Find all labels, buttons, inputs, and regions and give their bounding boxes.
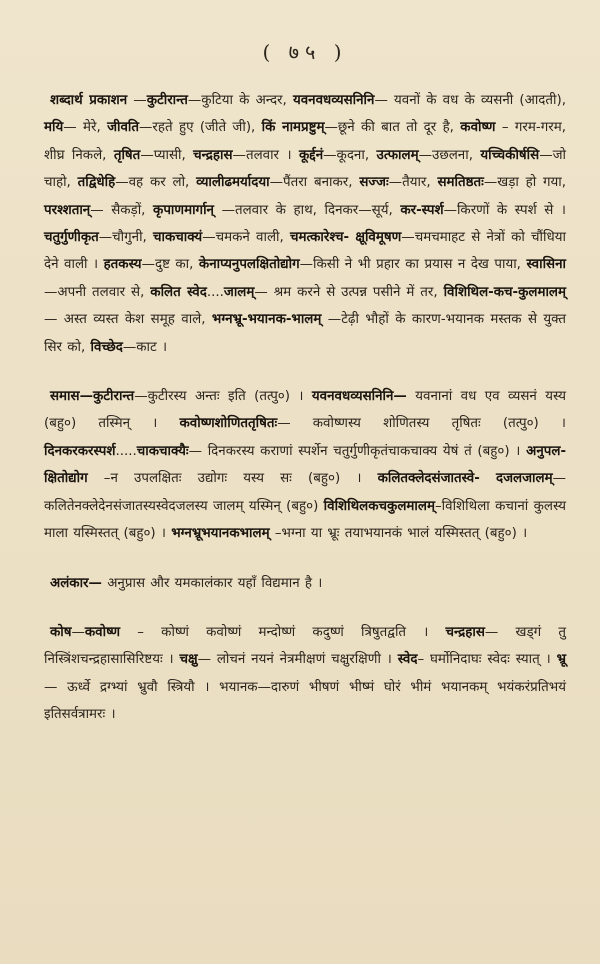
term: व्यालीढमर्यादया	[196, 175, 270, 191]
text-run: यवनों के वध के व्यसनी (आदती),	[394, 93, 566, 108]
text-run: –भग्ना या भ्रूः तयाभयानकं भालं यस्मिस्तत्	[269, 526, 480, 542]
text-run: यवनानां वध एव व्यसनं यस्य (बहु०) तस्मिन् ।	[44, 389, 567, 432]
paragraph-alankar	[44, 570, 566, 597]
term: शब्दार्थ प्रकाशन	[50, 93, 128, 108]
text-run: — सैकड़ों,	[90, 202, 146, 218]
paragraph-shabdartha	[44, 87, 566, 361]
text-run: —काट ।	[122, 339, 168, 355]
term: भ्रू	[556, 652, 566, 668]
text-run: कवोष्णस्य शोणितस्य तृषितः (तत्पु०) ।	[312, 416, 567, 432]
term: कृपाणमार्गान्	[153, 202, 214, 218]
text-run: —तलवार ।	[232, 147, 299, 163]
text-run: –न उपलक्षितः उद्योगः यस्य सः (बहु०) ।	[87, 471, 378, 487]
term: स्वासिना	[526, 257, 566, 273]
page-number: ( ७५ )	[262, 40, 348, 64]
text-run: — मेरे,	[63, 120, 108, 136]
term: कलितक्लेदसंजातस्वे-	[377, 471, 480, 487]
text-run: —जो चाहो,	[44, 147, 566, 191]
text-run: –विशिथिला कचानां कुलस्य माला यस्मिस्तत्	[44, 498, 566, 542]
text-run: — अस्त व्यस्त केश समूह वाले,	[44, 312, 206, 328]
text-run: —कुटीरस्य अन्तः इति (तत्पु०) ।	[134, 389, 312, 405]
term: क्षूविमूषण	[355, 230, 402, 246]
text-run: —किसी ने भी प्रहार का प्रयास न देख पाया,	[299, 257, 521, 273]
term: कवोष्ण	[84, 624, 121, 640]
text-run: (बहु०) ।	[484, 526, 528, 542]
text-run: —	[188, 443, 203, 459]
text-run: खड्गं तु निस्त्रिंशचन्द्रहासासिरिष्टयः ।	[44, 624, 566, 668]
text-run: – कोष्णं कवोष्णं मन्दोष्णं कदुष्णं त्रिषुतद्वति ।	[120, 624, 446, 640]
term: चन्द्रहास	[445, 624, 485, 640]
term: जीवति	[107, 120, 140, 136]
text-run: बनाकर,	[313, 175, 360, 191]
term: कोष	[50, 624, 72, 640]
term: कवोष्ण	[460, 120, 496, 136]
text-run: —चौगुनी,	[98, 230, 154, 246]
term: सज्जः	[359, 175, 389, 191]
term: दिनकरकरस्पर्श	[44, 443, 116, 459]
text-run: दिनकरस्य कराणां स्पर्शेन चतुर्गुणीकृतंचाकचाक्य येषं तं (बहु०) ।	[207, 443, 527, 459]
term: विच्छेद	[90, 339, 123, 355]
paragraph-samasa	[44, 383, 566, 547]
text-run: —प्यासी,	[140, 147, 194, 163]
term: समतिष्ठतः	[437, 175, 484, 191]
term: चाकचाक्यैः	[136, 443, 189, 459]
term: परश्शतान्	[44, 202, 91, 218]
term: कूर्द्दनं	[298, 147, 324, 163]
text-run: पसीने में तर,	[372, 284, 444, 300]
term: कलित स्वेद	[150, 284, 207, 300]
text-run: —कुटिया के अन्दर,	[187, 93, 293, 108]
text-run: — कलितेनक्लेदेनसंजातस्यस्वेदजलस्य जालम् यस्मिन् (बहु०)	[44, 471, 566, 514]
term: विशिथिल-कच-कुलमालम्	[443, 284, 567, 300]
term: चक्षु	[179, 652, 198, 668]
text-run: —	[277, 416, 291, 432]
term: किं नामप्रष्टुम्	[261, 120, 325, 136]
text-run: —चमकने वाली,	[202, 230, 290, 246]
text-run: —वह कर लो,	[115, 175, 197, 191]
term: दजलजालम्	[495, 471, 553, 487]
text-run: —छूने की बात तो दूर है,	[324, 120, 461, 136]
text-run: —किरणों के	[443, 202, 508, 218]
text-run: —	[127, 93, 147, 108]
text-run: —टेढ़ी भौहों के कारण-भयानक मस्तक से युक्त सिर	[44, 312, 566, 355]
text-run: —चमचमाहट से नेत्रों को चौंधिया देने वाली ।	[44, 230, 566, 273]
text-run: .....	[115, 443, 137, 459]
text-run: – गरम-गरम, शीघ्र निकले,	[44, 120, 566, 163]
term: स्वेद	[397, 652, 418, 668]
term: समास—कुटीरान्त	[50, 389, 135, 405]
text-run: – घर्मोनिदाघः स्वेदः स्यात् ।	[417, 652, 557, 668]
term: यवनवधव्यसनिनि—	[311, 389, 407, 405]
page-body	[44, 87, 566, 729]
term: यच्चिकीर्षसि	[480, 147, 540, 163]
text-run: —सूर्य,	[358, 202, 401, 218]
text-run: — ऊर्ध्वे द्रग्भ्यां भ्रुवौ	[44, 679, 158, 695]
term: अनुपल-	[526, 443, 566, 459]
term: भग्नभ्रूभयानकभालम्	[171, 526, 270, 542]
paragraph-kosh	[44, 619, 566, 729]
text-run: अनुप्रास और यमकालंकार यहाँ विद्यमान है ।	[101, 575, 323, 591]
term: भग्नभ्रू-भयानक-भालम्	[211, 312, 322, 328]
text-run: —कूदना,	[323, 147, 377, 163]
term: चाकचाक्यं	[153, 230, 203, 246]
term: चतुर्गुणीकृत	[44, 230, 99, 246]
term: तृषित	[113, 147, 141, 163]
text-run: को,	[67, 339, 91, 355]
term: कुटीरान्त	[146, 93, 188, 108]
term: क्षितोद्योग	[44, 471, 88, 487]
text-run: —तलवार के हाथ,	[214, 202, 325, 218]
term: जालम्	[223, 284, 255, 300]
text-run: —खड़ा हो गया,	[483, 175, 566, 191]
text-run: —पैंतरा	[269, 175, 308, 191]
term: कवोष्णशोणिततृषितः	[179, 416, 278, 432]
term: मयि	[44, 120, 64, 136]
text-run: चक्षुरक्षिणी ।	[331, 652, 398, 668]
term: यवनवधव्यसनिनि	[292, 93, 375, 108]
text-run: —	[484, 624, 499, 640]
text-run: —अपनी तलवार से,	[44, 284, 151, 300]
text-run: स्त्रियौ । भयानक—दारुणं भीषणं भीष्मं घोरं भीमं भयानकम् भयंकरंप्रतिभयं	[167, 679, 566, 695]
text-run: —दुष्ट का,	[141, 257, 194, 273]
term: केनाप्यनुपलक्षितोद्योग	[198, 257, 300, 273]
text-run: — लोचनं नयनं नेत्रमीक्षणं	[197, 652, 326, 668]
text-run: दिनकर	[324, 202, 359, 218]
text-run: —	[374, 93, 388, 108]
text-run: स्पर्श से ।	[514, 202, 567, 218]
term: कर-स्पर्श	[400, 202, 444, 218]
term: अलंकार—	[50, 575, 102, 591]
term: विशिथिलकचकुलमालम्	[323, 498, 435, 514]
term: चन्द्रहास	[193, 147, 233, 163]
term: तद्विधेहि	[77, 175, 116, 191]
text-run: —तैयार,	[388, 175, 438, 191]
text-run: —रहते हुए (जीते जी),	[139, 120, 256, 136]
term: चमत्कारेश्च-	[290, 230, 350, 246]
text-run: — श्रम करने से उत्पन्न	[254, 284, 367, 300]
term: उत्फालम्	[376, 147, 419, 163]
text-run: —	[71, 624, 85, 640]
text-run: ....	[206, 284, 224, 300]
text-run: —उछलना,	[418, 147, 473, 163]
text-run: इतिसर्वत्रामरः ।	[44, 707, 116, 723]
text-run: (बहु०) ।	[123, 526, 172, 542]
term: हतकस्य	[103, 257, 142, 273]
